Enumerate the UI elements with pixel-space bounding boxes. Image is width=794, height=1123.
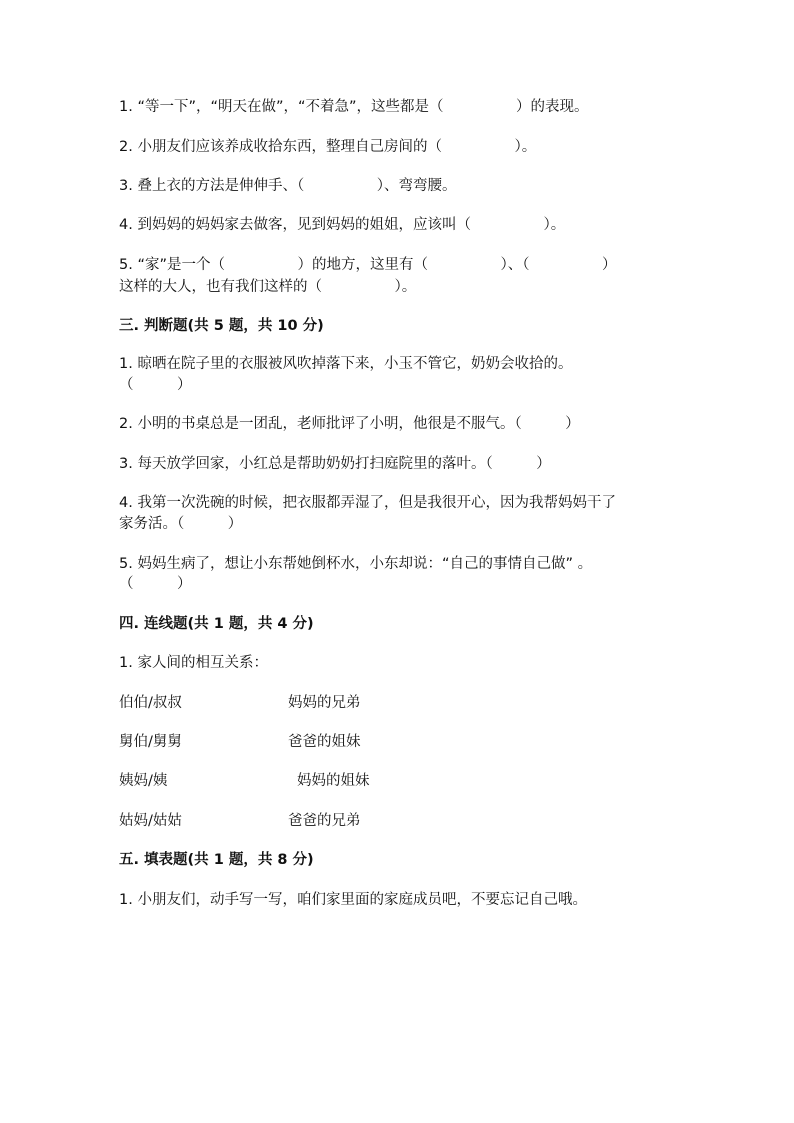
match-right-item: 妈妈的兄弟	[288, 695, 361, 711]
section-3-heading: 三. 判断题(共 5 题，共 10 分)	[119, 318, 324, 334]
section-5-heading: 五. 填表题(共 1 题，共 8 分)	[119, 852, 314, 868]
fill-blank-q5-line2: 这样的大人，也有我们这样的（ ）。	[119, 279, 417, 295]
judge-q1-line1: 1. 晾晒在院子里的衣服被风吹掉落下来，小玉不管它，奶奶会收拾的。	[119, 356, 573, 372]
match-left-item: 伯伯/叔叔	[119, 695, 182, 711]
judge-q5-line1: 5. 妈妈生病了，想让小东帮她倒杯水，小东却说：“自己的事情自己做” 。	[119, 556, 593, 572]
fill-blank-q3: 3. 叠上衣的方法是伸伸手、（ ）、弯弯腰。	[119, 178, 457, 194]
match-right-item: 爸爸的姐妹	[288, 734, 361, 750]
match-left-item: 姨妈/姨	[119, 773, 168, 789]
judge-q1-answer: （ ）	[119, 377, 192, 393]
match-right-item: 爸爸的兄弟	[288, 813, 361, 829]
match-question: 1. 家人间的相互关系：	[119, 655, 268, 671]
match-left-item: 姑妈/姑姑	[119, 813, 182, 829]
fill-blank-q2: 2. 小朋友们应该养成收拾东西，整理自己房间的（ ）。	[119, 139, 537, 155]
judge-q2: 2. 小明的书桌总是一团乱，老师批评了小明，他很是不服气。（ ）	[119, 416, 580, 432]
fill-blank-q1: 1. “等一下”，“明天在做”，“不着急”，这些都是（ ）的表现。	[119, 99, 589, 115]
match-left-item: 舅伯/舅舅	[119, 734, 182, 750]
judge-q4-line1: 4. 我第一次洗碗的时候，把衣服都弄湿了，但是我很开心，因为我帮妈妈干了	[119, 495, 616, 511]
judge-q5-answer: （ ）	[119, 576, 192, 592]
fill-table-question: 1. 小朋友们，动手写一写，咱们家里面的家庭成员吧，不要忘记自己哦。	[119, 892, 587, 908]
fill-blank-q5-line1: 5. “家”是一个（ ）的地方，这里有（ ）、（ ）	[119, 257, 617, 273]
judge-q4-line2: 家务活。（ ）	[119, 516, 243, 532]
match-right-item: 妈妈的姐妹	[297, 773, 370, 789]
fill-blank-q4: 4. 到妈妈的妈妈家去做客，见到妈妈的姐姐，应该叫（ ）。	[119, 217, 566, 233]
section-4-heading: 四. 连线题(共 1 题，共 4 分)	[119, 616, 314, 632]
judge-q3: 3. 每天放学回家，小红总是帮助奶奶打扫庭院里的落叶。（ ）	[119, 456, 551, 472]
